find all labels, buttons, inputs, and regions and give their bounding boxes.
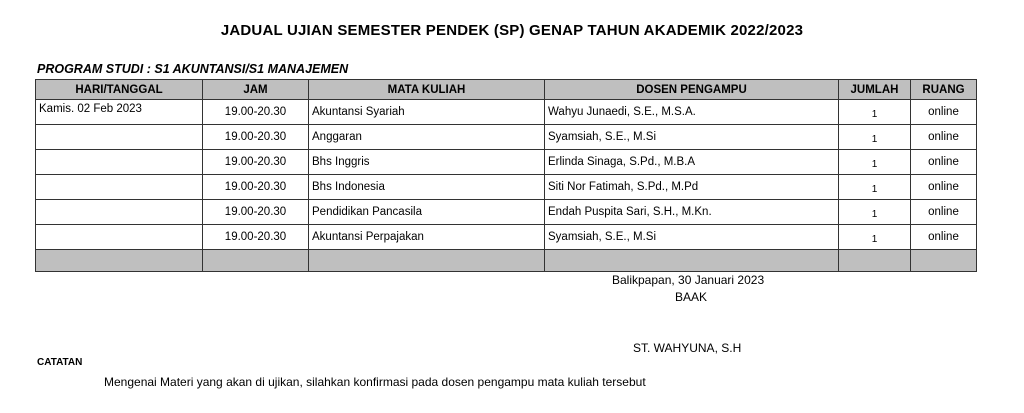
program-studi: PROGRAM STUDI : S1 AKUNTANSI/S1 MANAJEMEN — [37, 62, 349, 76]
cell-jumlah: 1 — [839, 125, 911, 150]
header-mata-kuliah: MATA KULIAH — [309, 80, 545, 100]
table-header-row — [36, 80, 977, 100]
cell-jumlah: 1 — [839, 200, 911, 225]
footer-cell — [545, 250, 839, 272]
table-row — [36, 125, 977, 150]
cell-mata-kuliah: Bhs Inggris — [309, 150, 545, 175]
document-title: JADUAL UJIAN SEMESTER PENDEK (SP) GENAP TAHUN AKADEMIK 2022/2023 — [220, 22, 804, 39]
header-jam: JAM — [203, 80, 309, 100]
cell-ruang: online — [911, 175, 977, 200]
footer-cell — [203, 250, 309, 272]
cell-ruang: online — [911, 225, 977, 250]
cell-mata-kuliah: Pendidikan Pancasila — [309, 200, 545, 225]
table-row — [36, 225, 977, 250]
cell-jumlah: 1 — [839, 100, 911, 125]
cell-jumlah: 1 — [839, 175, 911, 200]
cell-hari — [36, 200, 203, 225]
cell-jumlah: 1 — [839, 150, 911, 175]
cell-hari — [36, 150, 203, 175]
cell-dosen: Endah Puspita Sari, S.H., M.Kn. — [545, 200, 839, 225]
footer-cell — [36, 250, 203, 272]
cell-jam: 19.00-20.30 — [203, 150, 309, 175]
signature-office: BAAK — [675, 290, 708, 304]
cell-ruang: online — [911, 100, 977, 125]
cell-ruang: online — [911, 150, 977, 175]
cell-jam: 19.00-20.30 — [203, 100, 309, 125]
table-row — [36, 150, 977, 175]
cell-mata-kuliah: Akuntansi Syariah — [309, 100, 545, 125]
cell-dosen: Syamsiah, S.E., M.Si — [545, 225, 839, 250]
cell-dosen: Wahyu Junaedi, S.E., M.S.A. — [545, 100, 839, 125]
cell-dosen: Syamsiah, S.E., M.Si — [545, 125, 839, 150]
signature-place-date: Balikpapan, 30 Januari 2023 — [612, 273, 765, 287]
cell-jam: 19.00-20.30 — [203, 200, 309, 225]
cell-ruang: online — [911, 125, 977, 150]
cell-dosen: Siti Nor Fatimah, S.Pd., M.Pd — [545, 175, 839, 200]
header-ruang: RUANG — [911, 80, 977, 100]
table-footer-row — [36, 250, 977, 272]
cell-mata-kuliah: Anggaran — [309, 125, 545, 150]
signature-name: ST. WAHYUNA, S.H — [633, 341, 742, 355]
catatan-text: Mengenai Materi yang akan di ujikan, silahkan konfirmasi pada dosen pengampu mata kuliah tersebut — [104, 375, 646, 389]
catatan-label: CATATAN — [37, 357, 83, 368]
cell-jam: 19.00-20.30 — [203, 125, 309, 150]
cell-mata-kuliah: Akuntansi Perpajakan — [309, 225, 545, 250]
table-row — [36, 100, 977, 125]
cell-hari: Kamis. 02 Feb 2023 — [36, 100, 203, 125]
cell-hari — [36, 225, 203, 250]
cell-hari — [36, 125, 203, 150]
footer-cell — [839, 250, 911, 272]
table-row — [36, 175, 977, 200]
cell-dosen: Erlinda Sinaga, S.Pd., M.B.A — [545, 150, 839, 175]
footer-cell — [911, 250, 977, 272]
cell-hari — [36, 175, 203, 200]
cell-jumlah: 1 — [839, 225, 911, 250]
table-row — [36, 200, 977, 225]
cell-ruang: online — [911, 200, 977, 225]
header-dosen: DOSEN PENGAMPU — [545, 80, 839, 100]
header-jumlah: JUMLAH — [839, 80, 911, 100]
header-hari: HARI/TANGGAL — [36, 80, 203, 100]
footer-cell — [309, 250, 545, 272]
schedule-table — [35, 79, 977, 272]
cell-jam: 19.00-20.30 — [203, 175, 309, 200]
cell-mata-kuliah: Bhs Indonesia — [309, 175, 545, 200]
cell-jam: 19.00-20.30 — [203, 225, 309, 250]
